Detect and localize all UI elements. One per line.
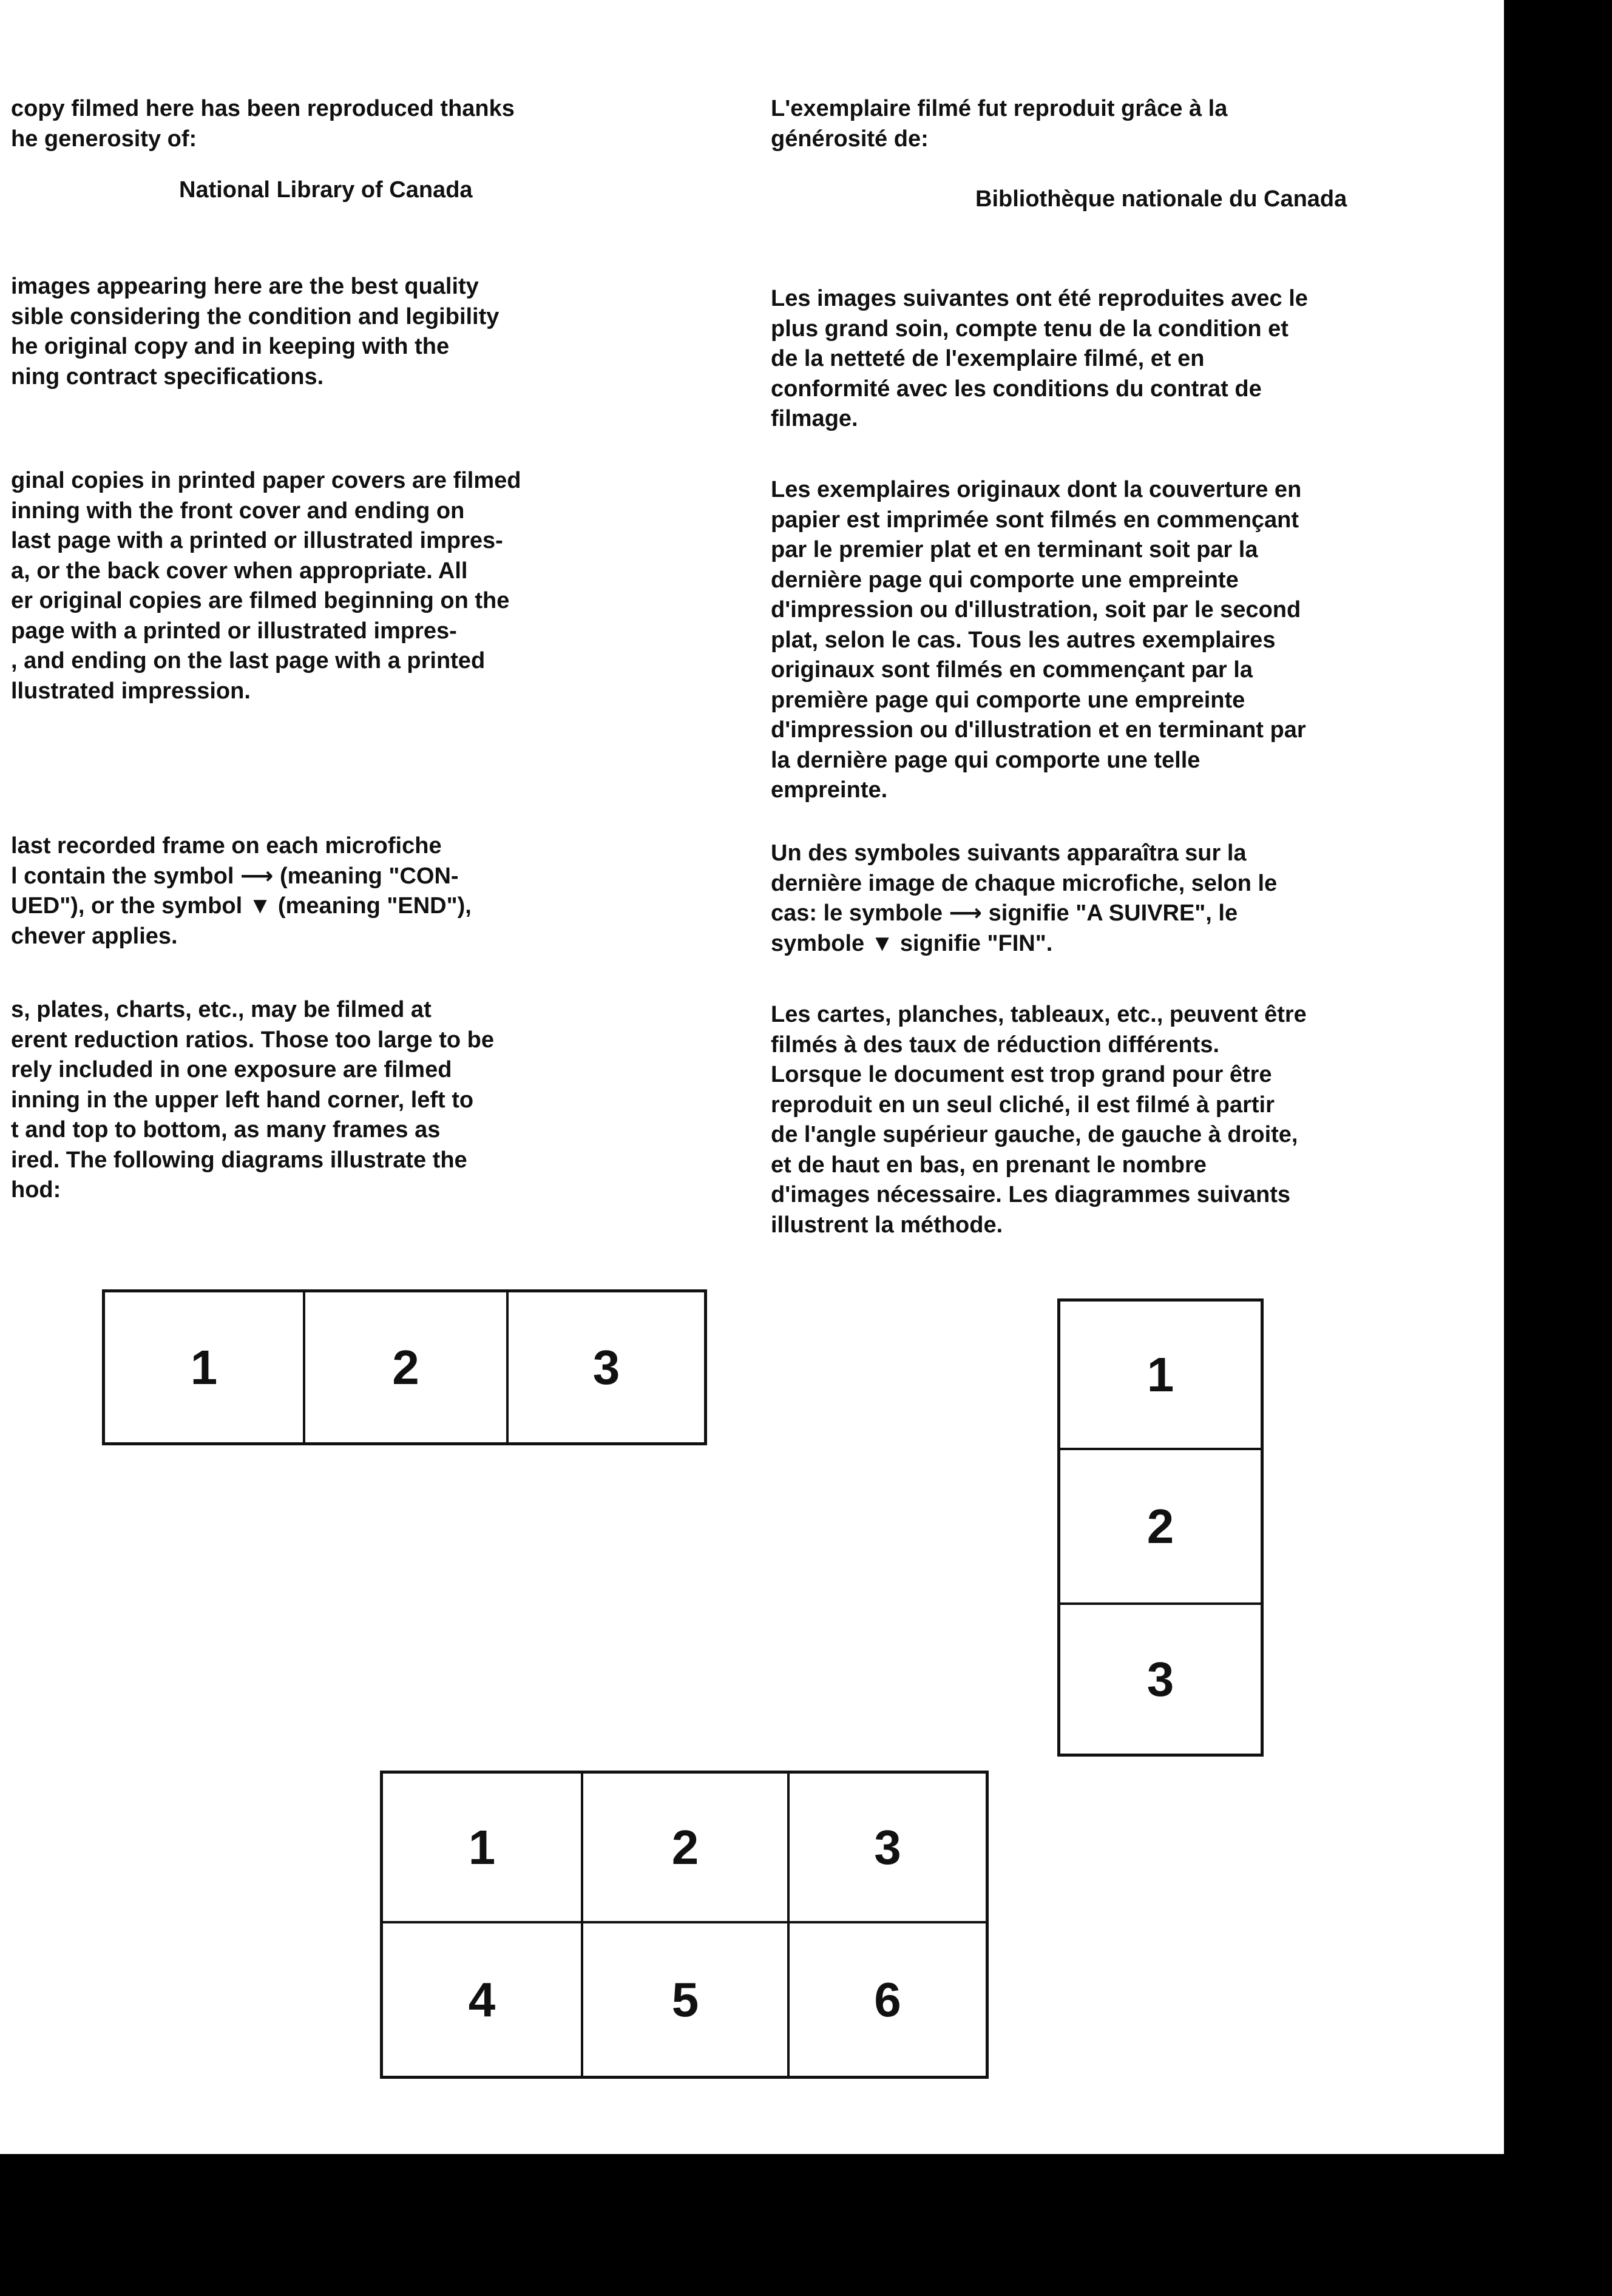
diagram-cell: 3 <box>1146 1652 1174 1706</box>
text-line: l contain the symbol ⟶ (meaning "CON- <box>11 863 459 889</box>
text-line: d'impression ou d'illustration, soit par le second <box>771 597 1301 623</box>
text-line: a, or the back cover when appropriate. All <box>11 558 468 584</box>
diagram-cell: 2 <box>305 1292 509 1442</box>
left-covers-paragraph <box>11 466 521 706</box>
right-symbol-paragraph <box>771 839 1277 959</box>
text-line: rely included in one exposure are filmed <box>11 1057 452 1082</box>
text-line: symbole ▼ signifie "FIN". <box>771 930 1053 956</box>
left-quality-paragraph <box>11 272 499 392</box>
text-line: filmés à des taux de réduction différents. <box>771 1032 1220 1058</box>
right-library-name: Bibliothèque nationale du Canada <box>975 186 1347 212</box>
diagram-grid <box>380 1771 989 2079</box>
text-line: d'images nécessaire. Les diagrammes suivants <box>771 1182 1291 1207</box>
text-line: ginal copies in printed paper covers are filmed <box>11 468 521 493</box>
right-intro <box>771 94 1227 154</box>
text-line: de l'angle supérieur gauche, de gauche à droite, <box>771 1122 1298 1147</box>
left-reduction-paragraph <box>11 995 494 1206</box>
text-line: he generosity of: <box>11 126 197 152</box>
diagram-cell: 1 <box>383 1774 583 1923</box>
text-line: erent reduction ratios. Those too large to be <box>11 1027 494 1053</box>
text-line: filmage. <box>771 406 858 431</box>
text-line: he original copy and in keeping with the <box>11 334 450 359</box>
diagram-cell: 1 <box>1060 1302 1261 1450</box>
text-line: originaux sont filmés en commençant par la <box>771 657 1253 683</box>
right-quality-paragraph <box>771 284 1308 434</box>
diagram-column <box>1057 1298 1264 1757</box>
text-line: L'exemplaire filmé fut reproduit grâce à la <box>771 96 1228 121</box>
text-line: inning in the upper left hand corner, left to <box>11 1087 474 1113</box>
diagram-cell: 6 <box>874 1972 901 2027</box>
text-line: par le premier plat et en terminant soit par la <box>771 537 1258 562</box>
text-line: conformité avec les conditions du contrat de <box>771 376 1262 402</box>
text-line: papier est imprimée sont filmés en commençant <box>771 507 1299 533</box>
text-line: d'impression ou d'illustration et en terminant par <box>771 717 1306 743</box>
text-line: cas: le symbole ⟶ signifie "A SUIVRE", le <box>771 900 1238 926</box>
text-line: de la netteté de l'exemplaire filmé, et en <box>771 346 1205 371</box>
diagram-cell: 4 <box>383 1923 583 2076</box>
text-line: images appearing here are the best quality <box>11 274 479 299</box>
diagram-row <box>102 1289 707 1445</box>
left-symbol-paragraph <box>11 831 472 951</box>
left-library-name: National Library of Canada <box>179 177 473 203</box>
text-line: dernière image de chaque microfiche, selon le <box>771 870 1278 896</box>
text-line: UED"), or the symbol ▼ (meaning "END"), <box>11 893 472 919</box>
text-line: ired. The following diagrams illustrate the <box>11 1147 467 1173</box>
text-line: reproduit en un seul cliché, il est filmé à partir <box>771 1092 1275 1118</box>
text-line: last page with a printed or illustrated impres- <box>11 528 503 553</box>
diagram-cell: 3 <box>790 1774 986 1923</box>
text-line: last recorded frame on each microfiche <box>11 833 442 859</box>
text-line: inning with the front cover and ending on <box>11 498 465 524</box>
text-line: illustrent la méthode. <box>771 1212 1003 1238</box>
text-line: générosité de: <box>771 126 929 152</box>
text-line: et de haut en bas, en prenant le nombre <box>771 1152 1207 1178</box>
text-line: chever applies. <box>11 923 178 949</box>
right-covers-paragraph <box>771 475 1306 806</box>
text-line: er original copies are filmed beginning on the <box>11 588 510 613</box>
diagram-cell: 5 <box>583 1923 790 2076</box>
text-line: Les cartes, planches, tableaux, etc., peuvent être <box>771 1002 1307 1027</box>
text-line: s, plates, charts, etc., may be filmed at <box>11 997 432 1022</box>
text-line: Lorsque le document est trop grand pour être <box>771 1062 1272 1087</box>
text-line: t and top to bottom, as many frames as <box>11 1117 441 1143</box>
left-intro <box>11 94 515 154</box>
text-line: empreinte. <box>771 777 888 803</box>
text-line: Un des symboles suivants apparaîtra sur la <box>771 840 1247 866</box>
right-reduction-paragraph <box>771 1000 1307 1240</box>
diagram-cell: 1 <box>105 1292 305 1442</box>
text-line: llustrated impression. <box>11 678 251 704</box>
text-line: dernière page qui comporte une empreinte <box>771 567 1239 593</box>
text-line: hod: <box>11 1177 61 1203</box>
diagram-cell: 2 <box>583 1774 790 1923</box>
diagram-cell: 2 <box>1060 1450 1261 1605</box>
text-line: page with a printed or illustrated impres- <box>11 618 457 644</box>
text-line: sible considering the condition and legibility <box>11 303 500 329</box>
text-line: la dernière page qui comporte une telle <box>771 747 1201 773</box>
text-line: ning contract specifications. <box>11 363 324 390</box>
diagram-cell: 3 <box>592 1340 620 1394</box>
text-line: plat, selon le cas. Tous les autres exemplaires <box>771 627 1276 653</box>
text-line: première page qui comporte une empreinte <box>771 687 1245 713</box>
text-line: plus grand soin, compte tenu de la condition et <box>771 316 1289 342</box>
text-line: , and ending on the last page with a printed <box>11 648 486 674</box>
text-line: Les images suivantes ont été reproduites avec le <box>771 286 1308 311</box>
text-line: Les exemplaires originaux dont la couverture en <box>771 477 1302 502</box>
text-line: copy filmed here has been reproduced thanks <box>11 96 515 121</box>
